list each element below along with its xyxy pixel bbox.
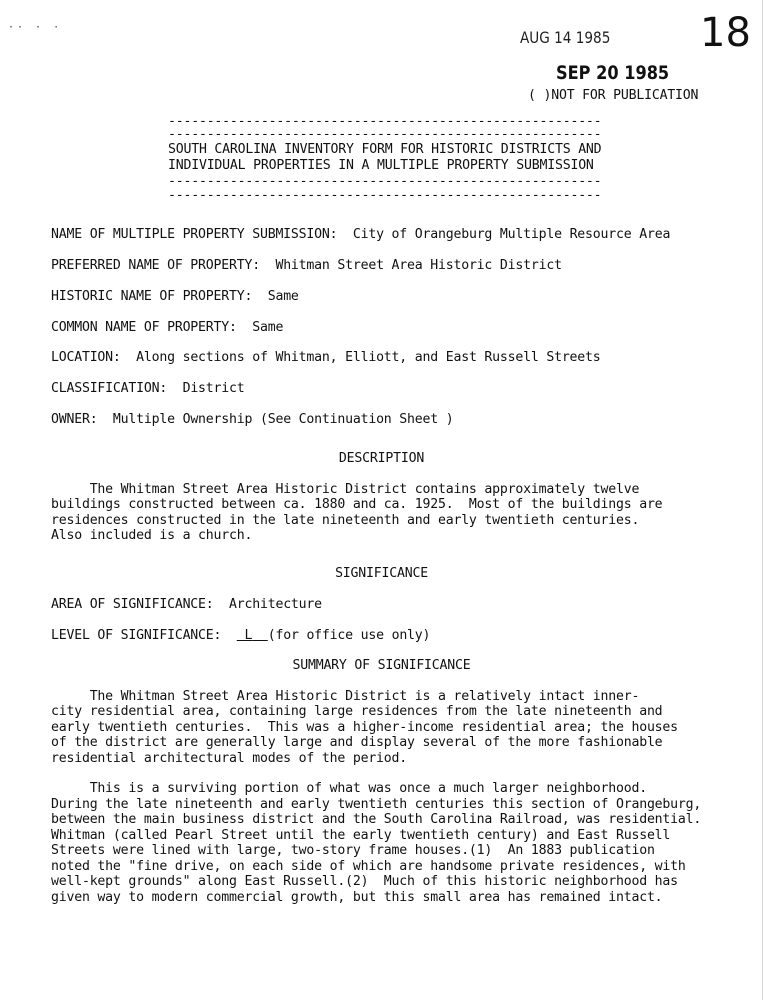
second-date-stamp: SEP 20 1985: [556, 62, 670, 84]
form-title-line-1: SOUTH CAROLINA INVENTORY FORM FOR HISTORIC DISTRICTS AND: [168, 142, 602, 157]
field-label: LOCATION:: [51, 350, 121, 365]
level-code: L: [244, 628, 253, 643]
summary-p2-line-6: noted the "fine drive, on each side of which are handsome private residences, with: [51, 859, 686, 874]
summary-p1-line-2: city residential area, containing large residences from the late nineteenth and: [51, 704, 663, 719]
level-note: (for office use only): [267, 628, 431, 643]
field-label: LEVEL OF SIGNIFICANCE:: [51, 628, 222, 643]
header-rule-top-1: --------------------------------------------------------: [168, 114, 602, 129]
field-value: District: [182, 381, 245, 396]
summary-p1-line-1: The Whitman Street Area Historic District is a relatively intact inner-: [51, 689, 640, 704]
field-historic-name: [51, 289, 299, 305]
description-line-2: buildings constructed between ca. 1880 and ca. 1925. Most of the buildings are: [51, 497, 663, 512]
field-label: HISTORIC NAME OF PROPERTY:: [51, 289, 253, 304]
field-label: AREA OF SIGNIFICANCE:: [51, 597, 214, 612]
field-location: [51, 350, 601, 366]
area-of-significance: [51, 597, 322, 613]
summary-p2-line-5: Streets were lined with large, two-story frame houses.(1) An 1883 publication: [51, 843, 655, 858]
field-value: Along sections of Whitman, Elliott, and East Russell Streets: [136, 350, 601, 365]
description-heading: DESCRIPTION: [338, 451, 425, 466]
summary-p2-line-4: Whitman (called Pearl Street until the early twentieth century) and East Russell: [51, 828, 671, 843]
field-value: Same: [267, 289, 299, 304]
field-classification: [51, 381, 245, 397]
description-line-1: The Whitman Street Area Historic District contains approximately twelve: [51, 482, 640, 497]
summary-p2-line-2: During the late nineteenth and early twentieth centuries this section of Orangeburg,: [51, 797, 702, 812]
field-label: COMMON NAME OF PROPERTY:: [51, 320, 237, 335]
field-value: Multiple Ownership (See Continuation Sheet ): [112, 412, 454, 427]
level-of-significance: [51, 628, 430, 644]
field-owner: [51, 412, 453, 428]
field-value: Same: [252, 320, 284, 335]
form-title-line-2: INDIVIDUAL PROPERTIES IN A MULTIPLE PROPERTY SUBMISSION: [168, 158, 594, 173]
description-line-4: Also included is a church.: [51, 528, 253, 543]
summary-p2-line-3: between the main business district and the South Carolina Railroad, was residential.: [51, 812, 702, 827]
field-label: OWNER:: [51, 412, 98, 427]
field-value: City of Orangeburg Multiple Resource Area: [352, 227, 671, 242]
field-value: Architecture: [229, 597, 322, 612]
received-date-stamp: AUG 14 1985: [520, 28, 611, 47]
level-value: [237, 628, 268, 643]
summary-p1-line-5: residential architectural modes of the period.: [51, 751, 408, 766]
field-label: CLASSIFICATION:: [51, 381, 168, 396]
header-rule-top-2: --------------------------------------------------------: [168, 127, 602, 142]
field-label: NAME OF MULTIPLE PROPERTY SUBMISSION:: [51, 227, 338, 242]
significance-heading: SIGNIFICANCE: [335, 566, 428, 581]
scan-specks: ·· · ·: [8, 22, 63, 33]
summary-p1-line-4: of the district are generally large and display several of the more fashionable: [51, 735, 663, 750]
summary-p2-line-8: given way to modern commercial growth, but this small area has remained intact.: [51, 890, 663, 905]
summary-p2-line-1: This is a surviving portion of what was once a much larger neighborhood.: [51, 781, 647, 796]
field-label: PREFERRED NAME OF PROPERTY:: [51, 258, 260, 273]
header-rule-bottom-1: --------------------------------------------------------: [168, 174, 602, 189]
summary-p2-line-7: well-kept grounds" along East Russell.(2) Much of this historic neighborhood has: [51, 874, 678, 889]
header-rule-bottom-2: --------------------------------------------------------: [168, 188, 602, 203]
not-for-publication-flag: ( )NOT FOR PUBLICATION: [528, 88, 699, 103]
field-submission-name: [51, 227, 670, 243]
field-value: Whitman Street Area Historic District: [275, 258, 562, 273]
description-line-3: residences constructed in the late nineteenth and early twentieth centuries.: [51, 513, 640, 528]
field-preferred-name: [51, 258, 562, 274]
page-number: 18: [700, 10, 751, 56]
summary-p1-line-3: early twentieth centuries. This was a higher-income residential area; the houses: [51, 720, 678, 735]
field-common-name: [51, 320, 283, 336]
summary-heading: SUMMARY OF SIGNIFICANCE: [292, 658, 471, 673]
